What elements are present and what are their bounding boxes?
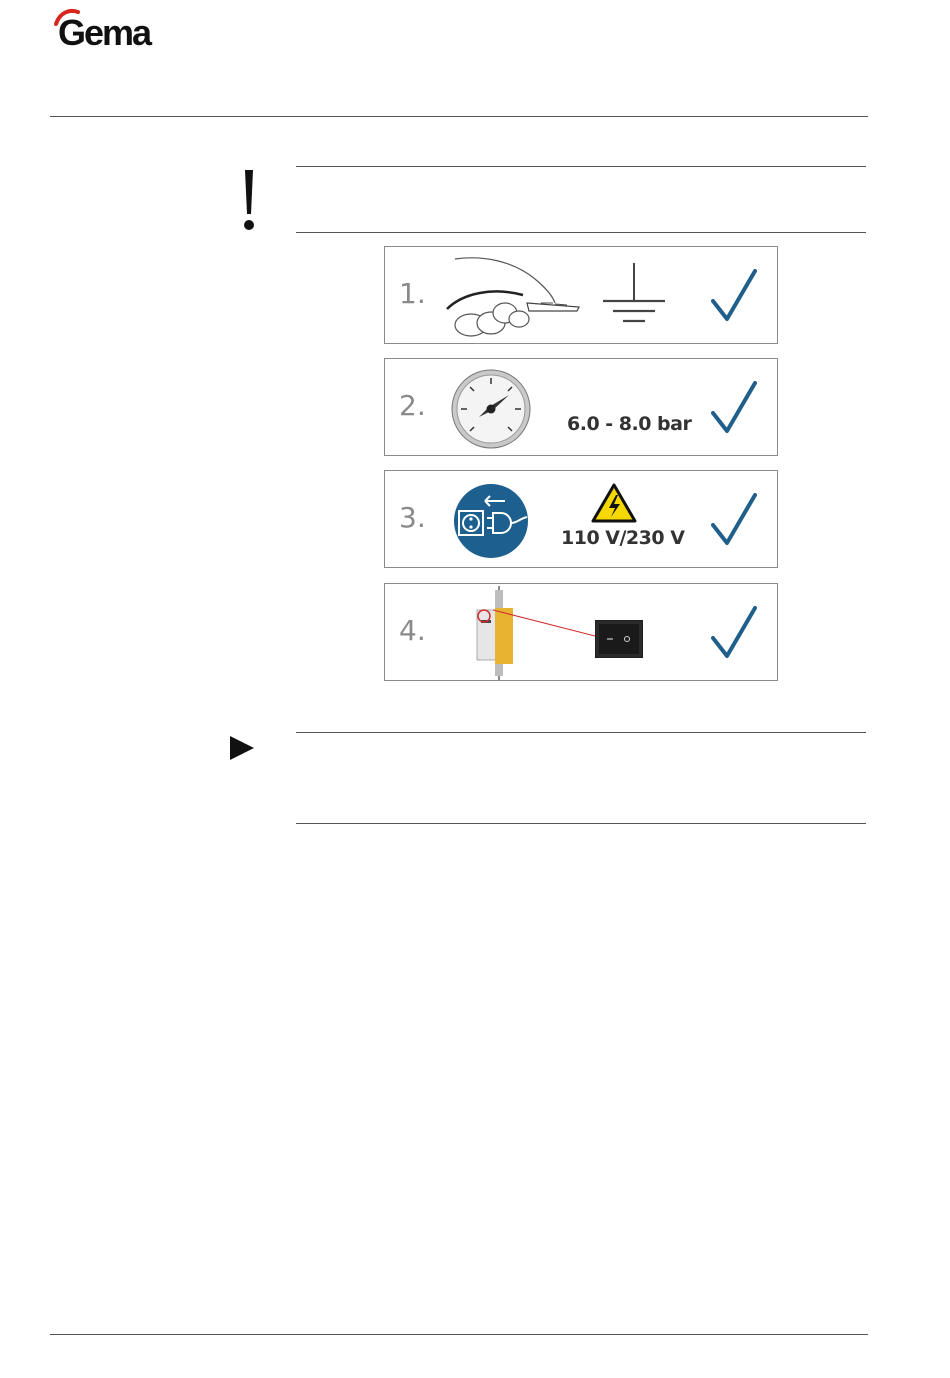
logo-text: Gema [58,12,151,53]
step-panel-2 [384,358,778,456]
earth-ground-icon [599,261,669,327]
hand-with-grounding-clamp-icon [443,253,583,339]
checkmark-icon [711,493,757,547]
step-panel-3 [384,470,778,568]
instruction-top-rule [296,732,866,733]
note-top-rule [296,166,866,167]
footer-rule [50,1334,868,1335]
step-number: 2. [399,389,426,422]
step-panel-1 [384,246,778,344]
checkmark-icon [711,606,757,660]
power-switch-icon [595,620,643,658]
header-rule [50,116,868,117]
gema-logo [52,8,172,53]
laser-pointer-line [493,608,595,638]
step-number: 3. [399,501,426,534]
pressure-range-label: 6.0 - 8.0 bar [567,413,692,435]
checkmark-icon [711,381,757,435]
step-panel-4 [384,583,778,681]
high-voltage-warning-icon [591,483,637,523]
voltage-label: 110 V/230 V [561,527,685,549]
plug-into-mains-icon [453,483,529,559]
pressure-gauge-icon [449,369,533,449]
note-bottom-rule [296,232,866,233]
checkmark-icon [711,269,757,323]
instruction-arrow-icon [228,734,256,762]
instruction-bottom-rule [296,823,866,824]
step-number: 4. [399,614,426,647]
exclamation-icon [240,168,258,232]
step-number: 1. [399,277,426,310]
